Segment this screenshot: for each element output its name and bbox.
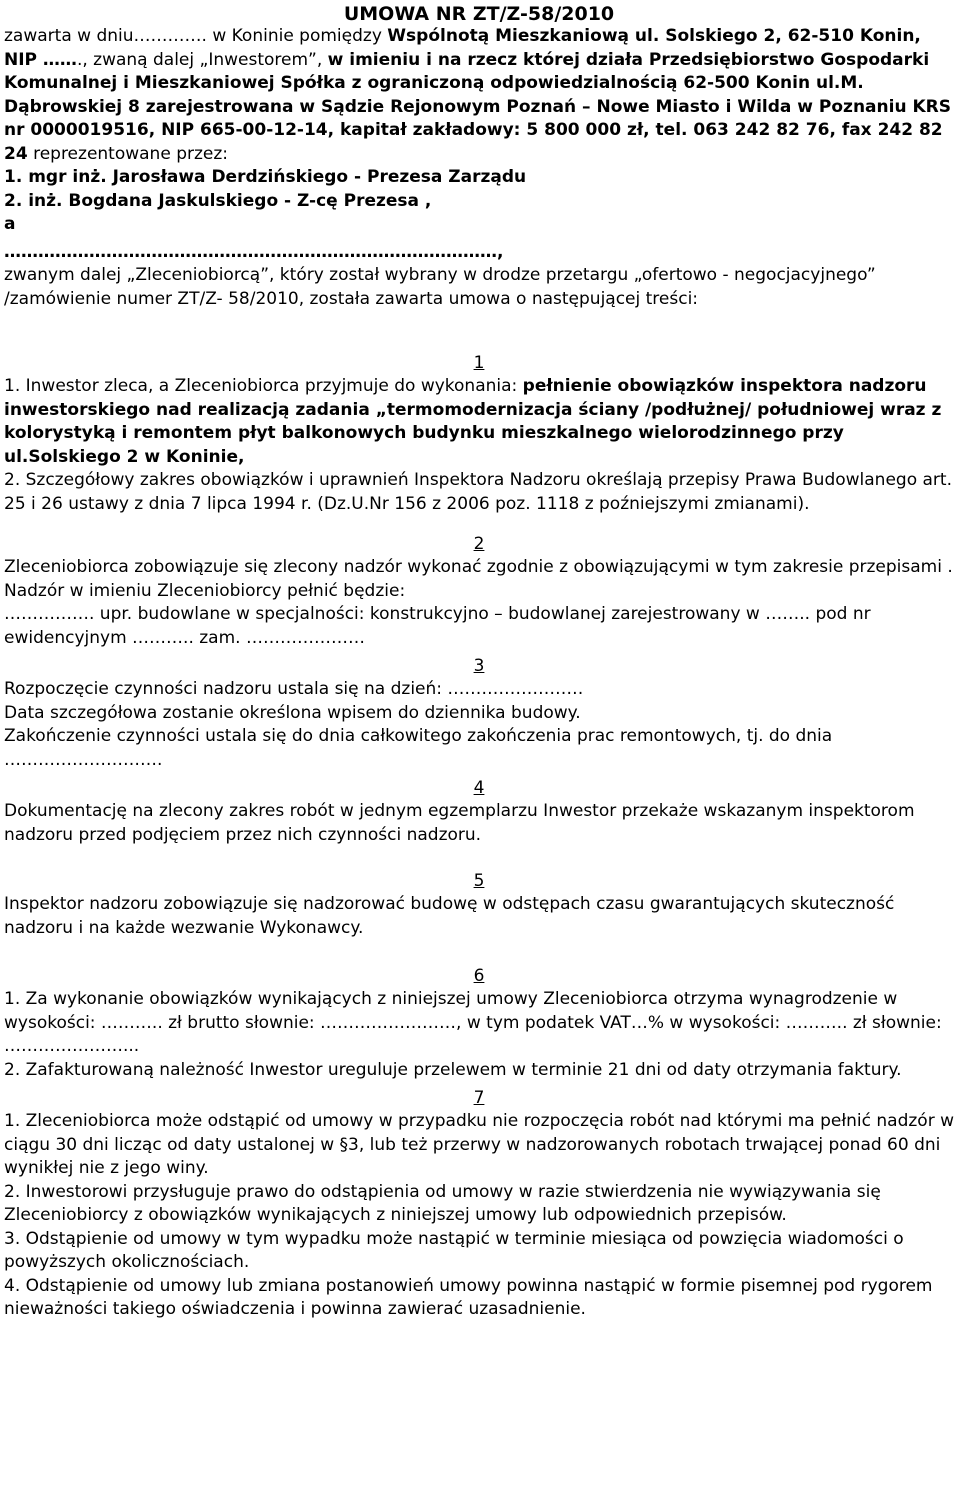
section-1-heading: 1: [473, 353, 485, 373]
document-title: UMOWA NR ZT/Z-58/2010: [343, 3, 615, 25]
investor-alias: ., zwaną dalej „Inwestorem”,: [76, 49, 328, 70]
represented-by: reprezentowane przez:: [27, 143, 229, 164]
intro-paragraph: [4, 25, 954, 166]
conjunction-a: a: [4, 214, 16, 234]
section-1-point-1: [4, 375, 954, 469]
section-2-paragraph-2: Nadzór w imieniu Zleceniobiorcy pełnić będzie:: [4, 580, 406, 601]
section-3-heading: 3: [473, 656, 485, 676]
section-7-point-2: 2. Inwestorowi przysługuje prawo do odstąpienia od umowy w razie stwierdzenia nie wywiązywania się Zleceniobiorcy z obowiązków wynikających z niniejszej umowy lub odpowiednich przepisów.: [4, 1181, 881, 1225]
section-7-heading: 7: [473, 1088, 485, 1108]
section-3-paragraph-3: Zakończenie czynności ustala się do dnia całkowitego zakończenia prac remontowych, tj. do dnia ……………………….: [4, 726, 833, 770]
section-6-point-2: 2. Zafakturowaną należność Inwestor ureguluje przelewem w terminie 21 dni od daty otrzymania faktury.: [4, 1059, 902, 1080]
section-2-paragraph-1: Zleceniobiorca zobowiązuje się zlecony nadzór wykonać zgodnie z obowiązującymi w tym zakresie przepisami .: [4, 557, 953, 577]
contractor-placeholder: ……………………………………………………………………………,: [4, 241, 504, 262]
section-4-heading: 4: [473, 778, 485, 798]
section-5-heading: 5: [473, 871, 485, 891]
section-6-heading: 6: [473, 966, 485, 986]
representative-1: 1. mgr inż. Jarosława Derdzińskiego - Prezesa Zarządu: [4, 167, 527, 187]
section-7-point-4: 4. Odstąpienie od umowy lub zmiana postanowień umowy powinna nastąpić w formie pisemnej pod rygorem nieważności takiego oświadczenia i powinna zawierać uzasadnienie.: [4, 1275, 933, 1319]
representative-2: 2. inż. Bogdana Jaskulskiego - Z-cę Prezesa ,: [4, 190, 432, 211]
administrator-details: w imieniu i na rzecz której działa Przedsiębiorstwo Gospodarki Komunalnej i Mieszkaniowej Spółka z ograniczoną odpowiedzialnością 62-500 Konin ul.M. Dąbrowskiej 8 zarejestrowana w Sądzie Rejonowym Poznań – Nowe Miasto i Wilda w Poznaniu KRS nr 0000019516, NIP 665-00-12-14, kapitał zakładowy: 5 800 000 zł, tel. 063 242 82 76, fax 242 82 24: [4, 49, 951, 164]
section-4-paragraph-1: Dokumentację na zlecony zakres robót w jednym egzemplarzu Inwestor przekaże wskazanym inspektorom nadzoru przed podjęciem przez nich czynności nadzoru.: [4, 801, 915, 845]
section-6-point-1: 1. Za wykonanie obowiązków wynikających z niniejszej umowy Zleceniobiorca otrzyma wynagrodzenie w wysokości: ……….. zł brutto słownie: ……………………, w tym podatek VAT…% w wysokości: ……….. zł słownie: …………………...: [4, 989, 942, 1056]
section-1-point-1-intro: 1. Inwestor zleca, a Zleceniobiorca przyjmuje do wykonania:: [4, 376, 523, 396]
investor-name: Wspólnotą Mieszkaniową ul. Solskiego 2, 62-510 Konin, NIP ……: [4, 26, 921, 70]
intro-date-text: zawarta w dniu…………. w Koninie pomiędzy: [4, 26, 388, 46]
contractor-paragraph: zwanym dalej „Zleceniobiorcą”, który został wybrany w drodze przetargu „ofertowo - negocjacyjnego” /zamówienie numer ZT/Z- 58/2010, została zawarta umowa o następującej treści:: [4, 265, 876, 309]
section-2-paragraph-3: ……………. upr. budowlane w specjalności: konstrukcyjno – budowlanej zarejestrowany w …….. pod nr ewidencyjnym ……….. zam. …………………: [4, 604, 871, 648]
section-3-paragraph-1: Rozpoczęcie czynności nadzoru ustala się na dzień: ……………………: [4, 679, 584, 699]
section-5-paragraph-1: Inspektor nadzoru zobowiązuje się nadzorować budowę w odstępach czasu gwarantujących skuteczność nadzoru i na każde wezwanie Wykonawcy.: [4, 894, 895, 938]
contract-document: [4, 0, 954, 1322]
section-2-heading: 2: [473, 534, 485, 554]
section-7-point-3: 3. Odstąpienie od umowy w tym wypadku może nastąpić w terminie miesiąca od powzięcia wiadomości o powyższych okolicznościach.: [4, 1228, 904, 1272]
section-1-task-description: pełnienie obowiązków inspektora nadzoru inwestorskiego nad realizacją zadania „termomodernizacja ściany /podłużnej/ południowej wraz z kolorystyką i remontem płyt balkonowych budynku mieszkalnego wielorodzinnego przy ul.Solskiego 2 w Koninie,: [4, 376, 942, 467]
section-3-paragraph-2: Data szczegółowa zostanie określona wpisem do dziennika budowy.: [4, 702, 581, 723]
section-1-point-2: 2. Szczegółowy zakres obowiązków i uprawnień Inspektora Nadzoru określają przepisy Prawa Budowlanego art. 25 i 26 ustawy z dnia 7 lipca 1994 r. (Dz.U.Nr 156 z 2006 poz. 1118 z poźniejszymi zmianami).: [4, 470, 952, 514]
section-7-point-1: 1. Zleceniobiorca może odstąpić od umowy w przypadku nie rozpoczęcia robót nad którymi ma pełnić nadzór w ciągu 30 dni licząc od daty ustalonej w §3, lub też przerwy w nadzorowanych robotach trwającej ponad 60 dni wynikłej nie z jego winy.: [4, 1111, 955, 1178]
